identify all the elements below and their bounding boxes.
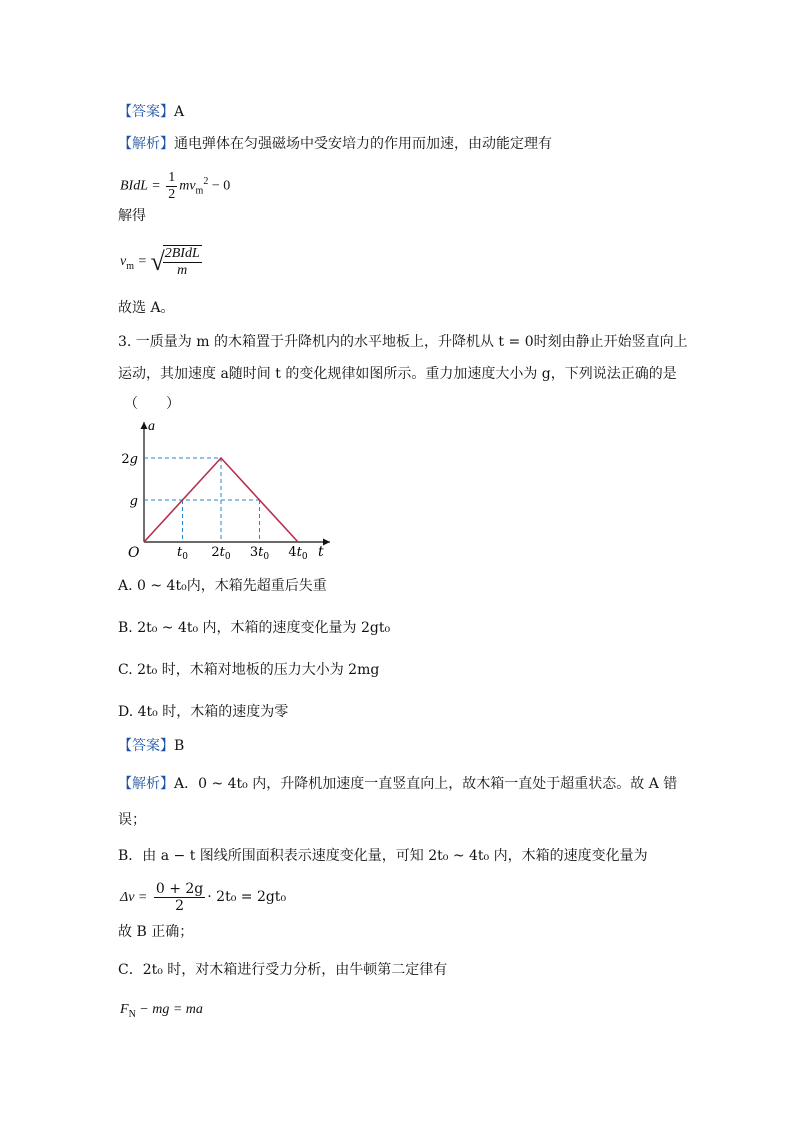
x-tick-4t0: $4t_0$ — [288, 545, 308, 562]
option-b: B. 2t₀ ~ 4t₀ 内，木箱的速度变化量为 2gt₀ — [118, 620, 391, 636]
x-axis-label: t — [318, 544, 324, 560]
eq1-left: BIdL = — [120, 178, 161, 194]
eq2-num: 2BIdL — [164, 246, 200, 261]
y-axis-label: a — [148, 419, 155, 434]
eq1-num: 1 — [168, 169, 176, 185]
eq2-fraction — [163, 245, 202, 279]
analysis-a-2: 误； — [118, 812, 146, 828]
b-eq-right: · 2t₀ = 2gt₀ — [207, 889, 287, 905]
question-line-1: 3. 一质量为 m 的木箱置于升降机内的水平地板上，升降机从 t = 0时刻由静止开始竖直向上 — [118, 334, 688, 350]
x-tick-3t0: $3t_0$ — [249, 545, 270, 562]
origin-label: O — [128, 545, 140, 561]
option-c: C. 2t₀ 时，木箱对地板的压力大小为 2mg — [118, 662, 380, 678]
eq1-right: mv — [179, 178, 196, 194]
equation-energy — [120, 166, 230, 207]
b-eq-num: 0 + 2g — [155, 880, 204, 897]
eq1-sub: m — [195, 185, 204, 197]
eq1-sup: 2 — [203, 176, 209, 187]
option-d: D. 4t₀ 时，木箱的速度为零 — [118, 704, 289, 720]
x-tick-1t0: $t_0$ — [177, 545, 188, 562]
analysis-a-1: A．0 ~ 4t₀ 内，升降机加速度一直竖直向上，故木箱一直处于超重状态。故 A 错 — [174, 776, 678, 792]
eq1-den: 2 — [168, 186, 176, 202]
q3-analysis-line — [118, 774, 677, 794]
analysis-b-conclusion: 故 B 正确； — [118, 924, 194, 940]
y-tick-2g: 2g — [121, 452, 138, 467]
equation-newton — [120, 1000, 203, 1025]
c-eq-right: − mg = ma — [135, 1002, 203, 1017]
choose-line: 故选 A。 — [118, 300, 175, 316]
analysis-tag: 【解析】 — [118, 136, 174, 152]
answer-value: B — [174, 738, 185, 754]
solve-line: 解得 — [118, 208, 146, 224]
answer-tag: 【答案】 — [118, 738, 174, 754]
analysis-b-1: B．由 a − t 图线所围面积表示速度变化量，可知 2t₀ ~ 4t₀ 内，木箱的速度变化量为 — [118, 848, 648, 864]
eq2-den: m — [177, 263, 188, 278]
answer-value: A — [174, 104, 185, 120]
acceleration-time-graph — [112, 414, 342, 564]
sqrt-sign: √ — [150, 247, 165, 276]
eq1-fraction — [166, 170, 177, 203]
answer-tag: 【答案】 — [118, 104, 174, 120]
analysis-c-1: C．2t₀ 时，对木箱进行受力分析，由牛顿第二定律有 — [118, 962, 448, 978]
x-tick-2t0: $2t_0$ — [211, 545, 231, 562]
q3-answer-line — [118, 736, 184, 756]
c-eq-left: F — [120, 1002, 129, 1017]
option-a: A. 0 ~ 4t₀内，木箱先超重后失重 — [118, 578, 327, 594]
eq2-left: v — [120, 254, 127, 270]
b-eq-den: 2 — [175, 897, 185, 914]
b-eq-fraction — [154, 881, 205, 914]
y-tick-g: g — [129, 494, 138, 509]
question-line-3: （ ） — [124, 396, 180, 412]
prev-answer-line — [118, 102, 184, 122]
equation-velocity: $v_m$ = √ $\frac{\text{2BIdL}}{m}$ — [120, 246, 200, 278]
eq2-sub: m — [126, 261, 134, 273]
question-line-2: 运动，其加速度 a随时间 t 的变化规律如图所示。重力加速度大小为 g，下列说法正确的是 — [118, 366, 677, 382]
c-eq-sub: N — [128, 1008, 136, 1020]
analysis-text: 通电弹体在匀强磁场中受安培力的作用而加速，由动能定理有 — [174, 136, 552, 152]
b-eq-left: Δv = — [120, 890, 148, 905]
eq1-tail: − 0 — [208, 178, 231, 194]
equation-delta-v — [120, 880, 286, 915]
prev-analysis-line — [118, 134, 552, 154]
analysis-tag: 【解析】 — [118, 776, 174, 792]
